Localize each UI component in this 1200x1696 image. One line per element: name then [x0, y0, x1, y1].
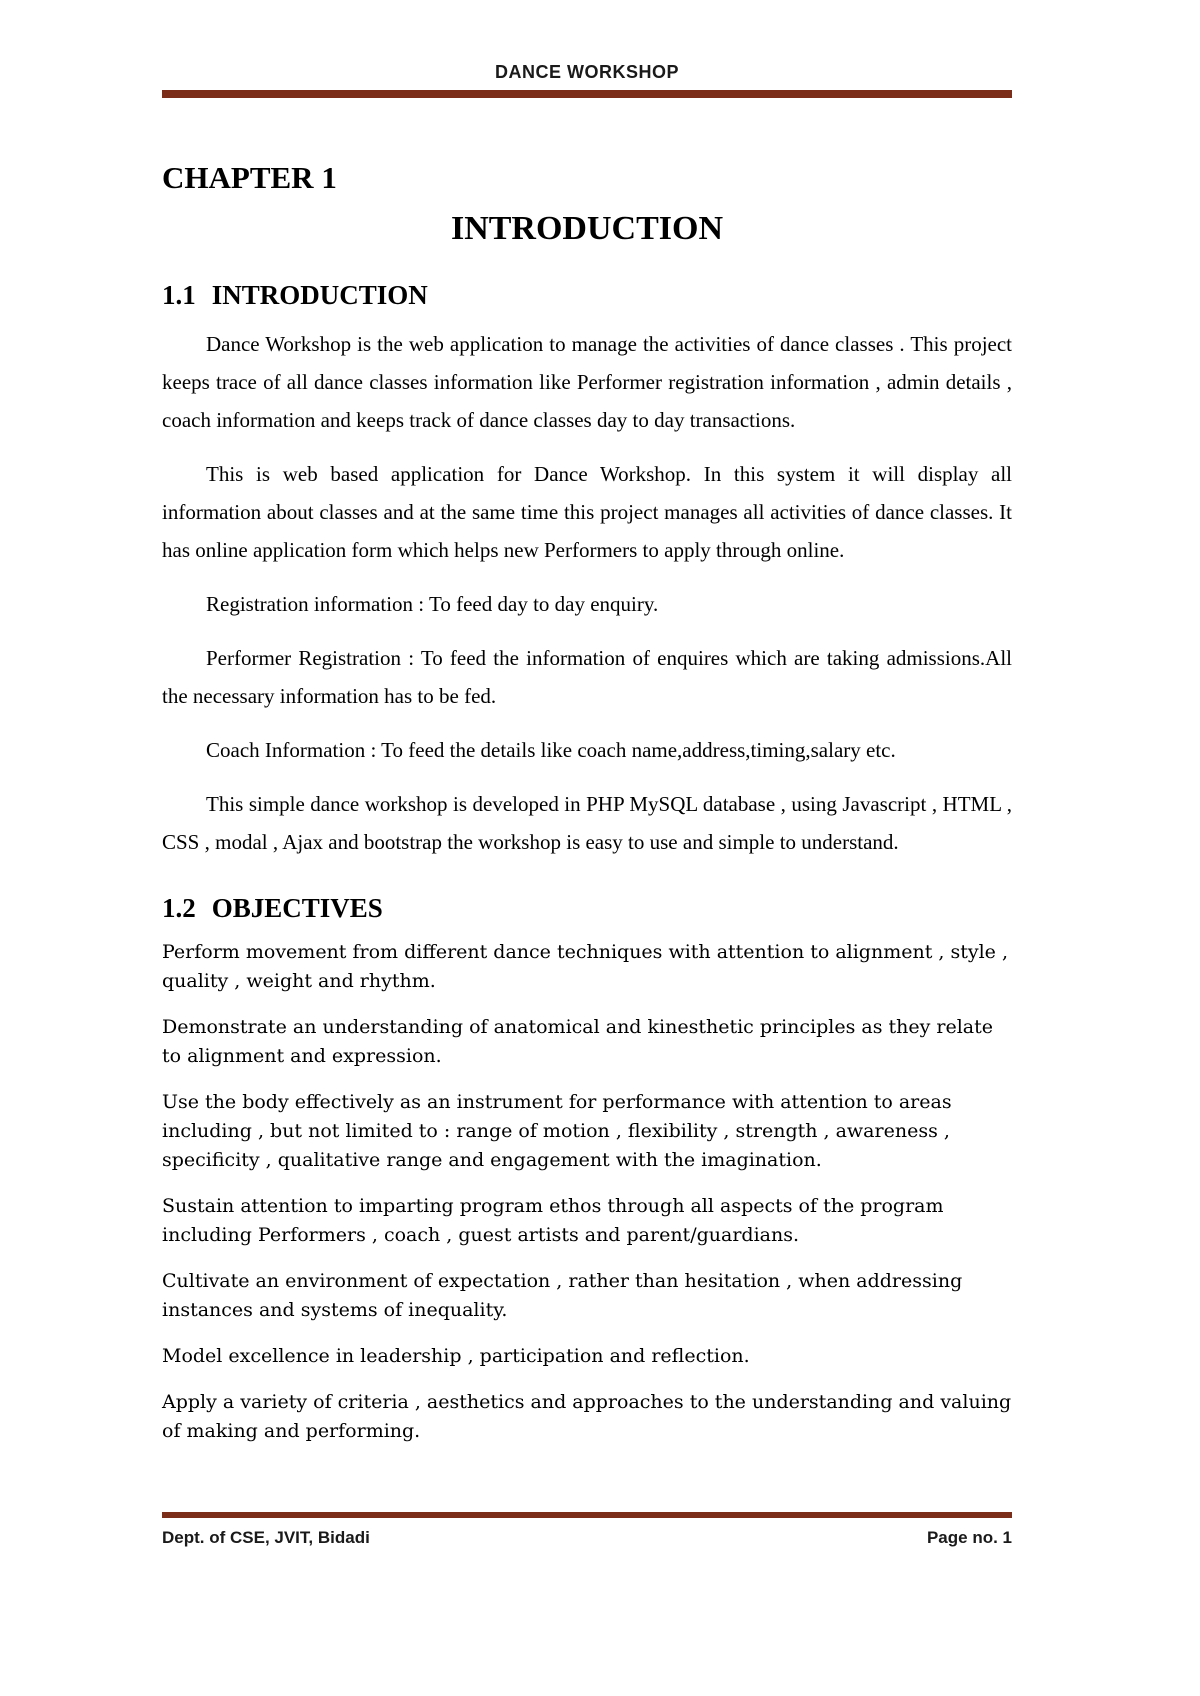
footer-row — [162, 1528, 1012, 1548]
section-1-paragraph: Coach Information : To feed the details like coach name,address,timing,salary etc. — [206, 738, 896, 762]
section-2-paragraph: Use the body effectively as an instrument for performance with attention to areas including , but not limited to : range of motion , flexibility , strength , awareness , specificity , qualitative range and engagement with the imagination. — [162, 1091, 952, 1171]
section-2-paragraph: Demonstrate an understanding of anatomical and kinesthetic principles as they relate to alignment and expression. — [162, 1016, 993, 1067]
section-1-paragraph: This simple dance workshop is developed in PHP MySQL database , using Javascript , HTML , CSS , modal , Ajax and bootstrap the workshop is easy to use and simple to understand. — [162, 792, 1012, 854]
document-content — [162, 160, 1012, 1463]
section-1-paragraph: Performer Registration : To feed the information of enquires which are taking admissions.All the necessary information has to be fed. — [162, 646, 1012, 708]
section-2-number: 1.2 — [162, 893, 196, 923]
header-rule — [162, 90, 1012, 98]
footer-department: Dept. of CSE, JVIT, Bidadi — [162, 1528, 370, 1547]
page-header — [162, 62, 1012, 98]
footer-rule — [162, 1512, 1012, 1518]
section-1-paragraph: Dance Workshop is the web application to manage the activities of dance classes . This project keeps trace of all dance classes information like Performer registration information , admin details , coach information and keeps track of dance classes day to day transactions. — [162, 332, 1012, 432]
section-2-paragraph: Cultivate an environment of expectation , rather than hesitation , when addressing instances and systems of inequality. — [162, 1270, 963, 1321]
section-2-paragraph: Sustain attention to imparting program ethos through all aspects of the program including Performers , coach , guest artists and parent/guardians. — [162, 1195, 944, 1246]
section-1-paragraph: Registration information : To feed day to day enquiry. — [206, 592, 659, 616]
header-title: DANCE WORKSHOP — [494, 62, 679, 82]
page-footer — [162, 1512, 1012, 1548]
section-2-paragraph: Model excellence in leadership , participation and reflection. — [162, 1345, 750, 1367]
chapter-title: INTRODUCTION — [450, 210, 724, 247]
section-1-paragraph: This is web based application for Dance Workshop. In this system it will display all information about classes and at the same time this project manages all activities of dance classes. It has online application form which helps new Performers to apply through online. — [162, 462, 1012, 562]
section-2-heading — [162, 893, 1012, 924]
section-1-heading — [162, 280, 1012, 311]
chapter-label: CHAPTER 1 — [162, 160, 337, 195]
section-2-paragraph: Apply a variety of criteria , aesthetics and approaches to the understanding and valuing of making and performing. — [162, 1391, 1012, 1442]
section-2-title: OBJECTIVES — [211, 893, 383, 923]
footer-page-number: Page no. 1 — [926, 1528, 1012, 1547]
section-2-paragraph: Perform movement from different dance techniques with attention to alignment , style , quality , weight and rhythm. — [162, 941, 1008, 992]
section-1-number: 1.1 — [162, 280, 196, 310]
section-1-title: INTRODUCTION — [211, 280, 428, 310]
